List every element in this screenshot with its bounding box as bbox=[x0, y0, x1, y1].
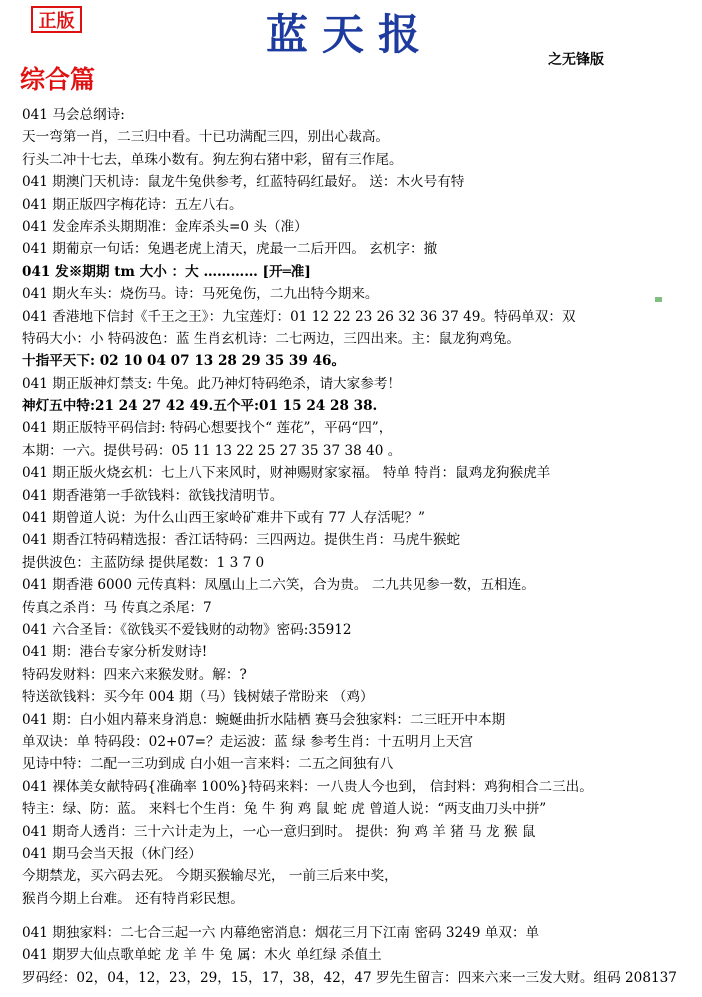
text-line: 神灯五中特:21 24 27 42 49.五个平:01 15 24 28 38. bbox=[22, 398, 378, 415]
text-line: 十指平天下: 02 10 04 07 13 28 29 35 39 46。 bbox=[22, 353, 346, 370]
text-line: 041 期正版特平码信封: 特码心想要找个“ 莲花”，平码“四”， bbox=[22, 420, 393, 437]
text-line: 041 期葡京一句话：兔遇老虎上清天，虎最一二后开四。 玄机字：撤 bbox=[22, 241, 438, 258]
text-line: 提供波色：主蓝防绿 提供尾数：1 3 7 0 bbox=[22, 554, 265, 571]
text-line: 特主：绿、防：蓝。 来料七个生肖：兔 牛 狗 鸡 鼠 蛇 虎 曾道人说：“两支曲刀头中拼” bbox=[22, 801, 547, 818]
text-line: 猴肖今期上台难。 还有特肖彩民想。 bbox=[22, 890, 244, 907]
text-line: 041 马会总纲诗: bbox=[22, 107, 125, 123]
text-line: 见诗中特：二配一三功到成 白小姐一言来料：二五之间独有八 bbox=[22, 756, 394, 773]
text-line: 041 期独家料：二七合三起一六 内幕绝密消息：烟花三月下江南 密码 3249 单双：单 bbox=[22, 925, 540, 942]
section-heading: 综合篇 bbox=[20, 65, 96, 94]
text-line: 041 香港地下信封《千王之王》：九宝莲灯：01 12 22 23 26 32 36 37 49。特码单双：双 bbox=[22, 308, 576, 325]
text-line: 041 期香港第一手欲钱料：欲钱找清明节。 bbox=[22, 487, 284, 504]
text-line: 041 期奇人透肖：三十六计走为上，一心一意归到时。 提供：狗 鸡 羊 猪 马 龙 猴 鼠 bbox=[22, 823, 536, 840]
text-line: 041 发金库杀头期期准：金库杀头=0 头（准） bbox=[22, 218, 308, 235]
text-line: 本期：一六。提供号码：05 11 13 22 25 27 35 37 38 40 。 bbox=[22, 442, 402, 459]
text-line: 041 期香港 6000 元传真料：凤凰山上二六笑，合为贵。 二九共见参一数，五相连。 bbox=[22, 577, 535, 594]
text-line: 罗码经：02，04，12，23，29，15，17，38，42，47 罗先生留言：四来六来一三发大财。组码 208137 bbox=[22, 969, 677, 986]
text-line: 特码大小：小 特码波色：蓝 生肖玄机诗：二七两边，三四出来。主：鼠龙狗鸡兔。 bbox=[22, 330, 521, 347]
text-line: 041 期火车头：烧伤马。诗：马死兔伤，二九出特今期来。 bbox=[22, 286, 379, 303]
text-line: 041 期曾道人说：为什么山西王家岭矿难井下或有 77 人存活呢？” bbox=[22, 510, 425, 527]
text-line: 041 期正版火烧玄机：七上八下来风时，财神赐财家家福。 特单 特肖：鼠鸡龙狗猴虎羊 bbox=[22, 465, 551, 482]
scan-artifact bbox=[655, 297, 662, 302]
text-line: 041 裸体美女献特码{准确率 100%}特码来料：一八贵人今也到， 信封料：鸡狗相合二三出。 bbox=[22, 778, 593, 795]
article-body bbox=[22, 104, 692, 989]
official-version-stamp: 正版 bbox=[31, 6, 82, 33]
text-line: 行头二冲十七去，单珠小数有。狗左狗右猪中彩，留有三作尾。 bbox=[22, 151, 403, 168]
text-line: 041 期正版四字梅花诗：五左八右。 bbox=[22, 196, 243, 213]
text-line: 041 期正版神灯禁支: 牛兔。此乃神灯特码绝杀，请大家参考！ bbox=[22, 375, 402, 392]
text-line: 041 期：白小姐内幕来身消息：蜿蜒曲折水陆栖 赛马会独家料：二三旺开中本期 bbox=[22, 711, 506, 728]
text-line: 今期禁龙，买六码去死。 今期买猴输尽光， 一前三后来中奖， bbox=[22, 868, 398, 885]
text-line: 041 期：港台专家分析发财诗! bbox=[22, 644, 208, 661]
text-line: 单双诀：单 特码段：02+07=？走运波：蓝 绿 参考生肖：十五明月上天宫 bbox=[22, 733, 473, 750]
text-line: 特码发财料：四来六来猴发财。解：? bbox=[22, 666, 247, 683]
text-line: 041 期马会当天报（休门经） bbox=[22, 845, 202, 862]
text-line: 041 期澳门天机诗：鼠龙牛兔供参考，红蓝特码红最好。 送：木火号有特 bbox=[22, 174, 465, 191]
edition-label: 之无锋版 bbox=[548, 52, 604, 68]
text-line: 传真之杀肖：马 传真之杀尾：7 bbox=[22, 599, 212, 616]
text-line: 特送欲钱料：买今年 004 期（马）钱树婊子常盼来 （鸡） bbox=[22, 689, 374, 706]
spacer bbox=[22, 910, 692, 922]
text-line: 041 发※期期 tm 大小 ：大 ………… [开═准] bbox=[22, 263, 311, 280]
text-line: 041 六合圣旨：《欲钱买不爱钱财的动物》密码:35912 bbox=[22, 621, 352, 638]
text-line: 天一弯第一肖，二三归中看。十已功满配三四，别出心裁高。 bbox=[22, 129, 390, 146]
text-line: 041 期香江特码精选报：香江话特码：三四两边。提供生肖：马虎牛猴蛇 bbox=[22, 532, 461, 549]
newspaper-title: 蓝天报 bbox=[265, 10, 434, 59]
text-line: 041 期罗大仙点歌单蛇 龙 羊 牛 兔 属：木火 单红绿 杀值土 bbox=[22, 947, 382, 964]
